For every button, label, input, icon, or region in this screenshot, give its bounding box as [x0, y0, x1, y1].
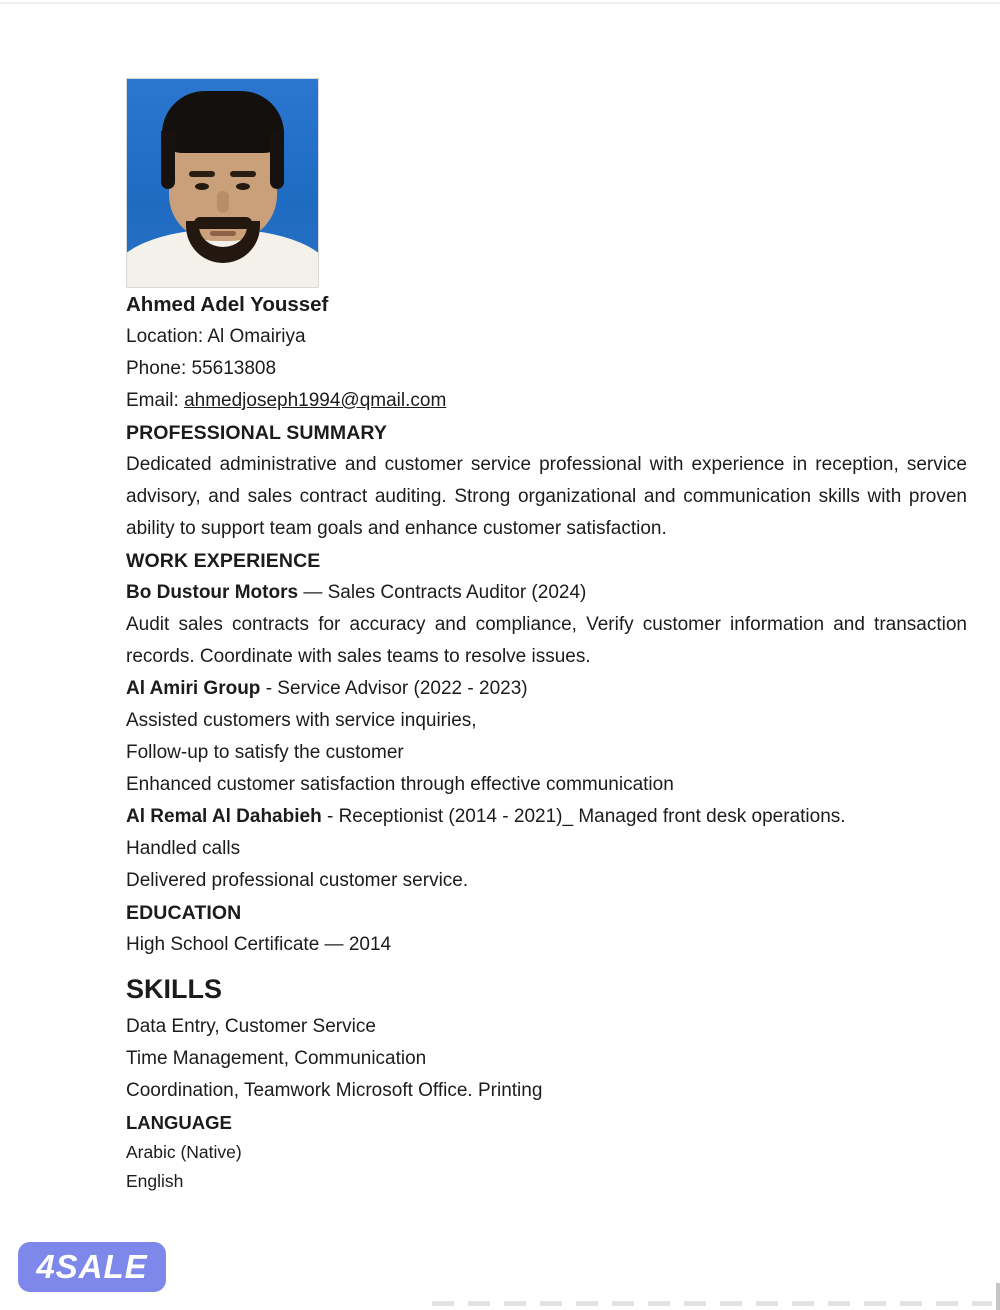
job-role: — Sales Contracts Auditor (2024): [298, 582, 587, 603]
email-link[interactable]: ahmedjoseph1994@qmail.com: [184, 390, 447, 411]
photo-mouth-shape: [210, 231, 236, 236]
photo-sideburn-right: [270, 131, 284, 189]
email-label: Email:: [126, 390, 185, 411]
job-company: Al Amiri Group: [126, 678, 261, 699]
section-heading-skills: SKILLS: [126, 974, 223, 1004]
job-detail: Audit sales contracts for accuracy and compliance, Verify customer information and transaction records. Coordinate with sales teams to resolve issues.: [126, 614, 967, 667]
email-line: [126, 385, 967, 417]
education-item: High School Certificate — 2014: [126, 934, 392, 955]
photo-eyebrow-right: [230, 171, 256, 177]
job-title-line: [126, 673, 967, 705]
job-detail: Enhanced customer satisfaction through effective communication: [126, 774, 674, 795]
photo-hair-shape: [162, 91, 284, 153]
location-line: Location: Al Omairiya: [126, 326, 306, 347]
scan-top-line: [0, 2, 1000, 4]
section-heading-language: LANGUAGE: [126, 1112, 232, 1133]
job-title-line: [126, 801, 967, 833]
summary-paragraph: Dedicated administrative and customer service professional with experience in reception, service advisory, and sales contract auditing. Strong organizational and communication skills with proven ability to support team goals and enhance customer satisfaction.: [126, 454, 967, 539]
job-title-line: [126, 577, 967, 609]
job-detail: Follow-up to satisfy the customer: [126, 742, 404, 763]
section-heading-summary: PROFESSIONAL SUMMARY: [126, 422, 387, 444]
photo-mustache-shape: [194, 217, 252, 229]
language-item: Arabic (Native): [126, 1142, 242, 1162]
foursale-watermark-label: 4SALE: [36, 1248, 148, 1285]
photo-sideburn-left: [161, 131, 175, 189]
section-heading-education: EDUCATION: [126, 902, 242, 924]
job-company: Al Remal Al Dahabieh: [126, 806, 322, 827]
section-heading-experience: WORK EXPERIENCE: [126, 550, 321, 572]
job-role: - Service Advisor (2022 - 2023): [260, 678, 528, 699]
photo-eyebrow-left: [189, 171, 215, 177]
skill-line: Time Management, Communication: [126, 1048, 427, 1069]
resume-body: [126, 289, 967, 1196]
phone-line: Phone: 55613808: [126, 358, 277, 379]
scan-edge-artifact: [996, 1283, 1000, 1310]
scan-dashed-line-artifact: [432, 1301, 992, 1306]
photo-nose-shape: [217, 191, 229, 213]
photo-eye-left: [195, 183, 209, 190]
job-detail: Delivered professional customer service.: [126, 870, 469, 891]
photo-eye-right: [236, 183, 250, 190]
language-item: English: [126, 1171, 184, 1191]
foursale-watermark-badge: [18, 1242, 166, 1292]
job-detail: Handled calls: [126, 838, 241, 859]
job-role: - Receptionist (2014 - 2021)_ Managed front desk operations.: [321, 806, 846, 827]
candidate-name: Ahmed Adel Youssef: [126, 293, 329, 316]
skill-line: Coordination, Teamwork Microsoft Office. Printing: [126, 1080, 543, 1101]
job-detail: Assisted customers with service inquiries,: [126, 710, 477, 731]
job-company: Bo Dustour Motors: [126, 582, 299, 603]
skill-line: Data Entry, Customer Service: [126, 1016, 376, 1037]
portrait-photo: [126, 78, 319, 288]
